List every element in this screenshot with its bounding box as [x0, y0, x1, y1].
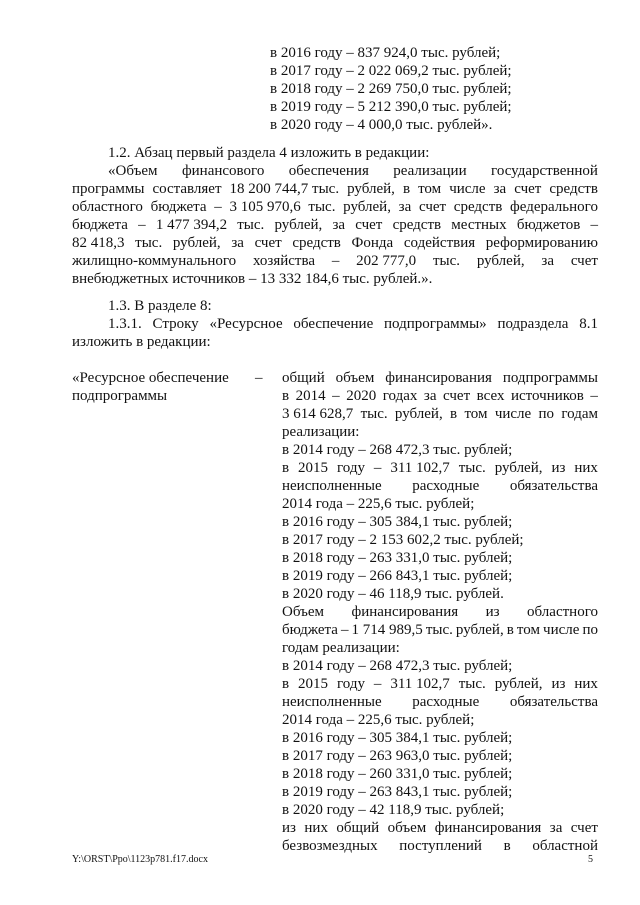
word: «Объем — [108, 163, 158, 179]
word: за — [423, 388, 437, 404]
footer-file-path: Y:\ORST\Ppo\1123p781.f17.docx — [72, 854, 208, 865]
word: счет — [443, 388, 471, 404]
word: счет — [514, 181, 542, 197]
word: за — [549, 820, 563, 836]
word: обеспечения — [288, 163, 369, 179]
word: в — [282, 676, 290, 692]
word: из — [485, 604, 500, 620]
word: них — [574, 676, 598, 692]
word: федерального — [510, 199, 598, 215]
word: 1.3.1. — [108, 316, 142, 332]
word: бюджета — [282, 622, 338, 638]
word: всех — [476, 388, 505, 404]
section-1-3-1-line — [108, 315, 598, 333]
word: подпрограммы — [502, 370, 598, 386]
right-cell-line: 2014 года – 225,6 тыс. рублей; — [282, 712, 475, 728]
word: 1 714 989,5 — [351, 622, 423, 638]
word: счет — [570, 253, 598, 269]
word: тыс. — [425, 622, 453, 638]
word: рублей, — [274, 217, 323, 233]
table-left-cell-line-1: «Ресурсное обеспечение — [72, 370, 229, 386]
word: числе — [543, 622, 580, 638]
word: тыс. — [432, 253, 460, 269]
word: местных — [451, 217, 507, 233]
word: содействия — [403, 235, 476, 251]
word: – — [590, 217, 598, 233]
year-line: в 2016 году – 837 924,0 тыс. рублей; — [270, 45, 501, 61]
word: числе — [494, 406, 532, 422]
word: в — [282, 460, 290, 476]
word: рублей, — [494, 460, 543, 476]
word: Фонда — [351, 235, 394, 251]
word: неисполненные — [282, 694, 382, 710]
word: по — [538, 406, 555, 422]
right-cell-line — [282, 603, 598, 621]
word: тыс. — [237, 217, 265, 233]
paragraph-line — [72, 180, 598, 198]
word: 2020 — [346, 388, 377, 404]
word: общий — [282, 370, 325, 386]
right-cell-line: реализации: — [282, 424, 360, 440]
right-cell-line — [282, 837, 598, 855]
word: областного — [527, 604, 598, 620]
word: рублей, — [476, 253, 525, 269]
word: государственной — [491, 163, 598, 179]
word: счет — [254, 235, 282, 251]
word: средств — [453, 199, 503, 215]
table-left-cell-line-2: подпрограммы — [72, 388, 168, 404]
word: рублей, — [394, 406, 443, 422]
word: программы — [72, 181, 145, 197]
word: за — [493, 181, 507, 197]
word: 202 777,0 — [356, 253, 417, 269]
right-cell-line: в 2019 году – 263 843,1 тыс. рублей; — [282, 784, 513, 800]
word: за — [231, 235, 244, 251]
word: финансового — [181, 163, 265, 179]
word: – — [373, 460, 382, 476]
word: обеспечение — [293, 316, 374, 332]
right-cell-line: в 2014 году – 268 472,3 тыс. рублей; — [282, 442, 513, 458]
right-cell-line: в 2019 году – 266 843,1 тыс. рублей; — [282, 568, 513, 584]
word: том — [418, 181, 442, 197]
right-cell-line — [282, 459, 598, 477]
right-cell-line — [282, 621, 598, 639]
word: обязательства — [509, 478, 598, 494]
paragraph-line — [72, 198, 598, 216]
word: объем — [387, 820, 427, 836]
word: бюджета — [72, 217, 128, 233]
right-cell-line — [282, 369, 598, 387]
word: 1 477 394,2 — [155, 217, 228, 233]
word: финансирования — [385, 370, 492, 386]
right-cell-line: в 2018 году – 260 331,0 тыс. рублей; — [282, 766, 513, 782]
word: счет — [355, 217, 383, 233]
word: тыс. — [458, 676, 486, 692]
right-cell-line: в 2020 году – 46 118,9 тыс. рублей. — [282, 586, 504, 602]
right-cell-line: 2014 года – 225,6 тыс. рублей; — [282, 496, 475, 512]
word: рублей, — [347, 181, 395, 197]
word: составляет — [152, 181, 222, 197]
word: областного — [72, 199, 143, 215]
page-number: 5 — [588, 854, 593, 865]
word: годам — [561, 406, 598, 422]
word: рублей, — [494, 676, 543, 692]
word: 2015 — [298, 676, 329, 692]
word: обязательства — [509, 694, 598, 710]
word: финансирования — [434, 820, 542, 836]
word: рублей, — [455, 622, 504, 638]
word: – — [340, 622, 349, 638]
word: в — [506, 622, 514, 638]
word: – — [214, 199, 222, 215]
word: тыс. — [360, 406, 388, 422]
word: 8.1 — [579, 316, 598, 332]
word: рублей, — [172, 235, 221, 251]
word: 3 105 970,6 — [229, 199, 301, 215]
word: – — [331, 253, 340, 269]
word: годах — [382, 388, 418, 404]
word: рублей, — [343, 199, 391, 215]
right-cell-line: в 2016 году – 305 384,1 тыс. рублей; — [282, 730, 513, 746]
right-cell-line: в 2017 году – 263 963,0 тыс. рублей; — [282, 748, 513, 764]
word: 311 102,7 — [390, 676, 450, 692]
word: объем — [335, 370, 375, 386]
word: подраздела — [497, 316, 569, 332]
paragraph-line — [72, 252, 598, 270]
word: числе — [449, 181, 486, 197]
word: 82 418,3 — [72, 235, 125, 251]
right-cell-line: годам реализации: — [282, 640, 400, 656]
word: финансирования — [351, 604, 459, 620]
paragraph-line — [72, 234, 598, 252]
word: подпрограммы» — [384, 316, 487, 332]
right-cell-line: в 2014 году – 268 472,3 тыс. рублей; — [282, 658, 513, 674]
word: 18 200 744,7 тыс. — [229, 181, 340, 197]
right-cell-line: в 2020 году – 42 118,9 тыс. рублей; — [282, 802, 505, 818]
word: 2014 — [295, 388, 326, 404]
table-dash: – — [255, 370, 263, 386]
word: «Ресурсное — [209, 316, 283, 332]
word: расходные — [412, 694, 480, 710]
word: году — [336, 460, 365, 476]
year-line: в 2017 году – 2 022 069,2 тыс. рублей; — [270, 63, 512, 79]
right-cell-line: в 2016 году – 305 384,1 тыс. рублей; — [282, 514, 513, 530]
word: том — [516, 622, 540, 638]
word: счет — [418, 199, 447, 215]
word: 2015 — [298, 460, 329, 476]
word: в — [402, 181, 411, 197]
word: за — [541, 253, 555, 269]
word: поступлений — [399, 838, 482, 854]
word: – — [138, 217, 146, 233]
right-cell-line — [282, 693, 598, 711]
word: за — [398, 199, 412, 215]
word: областной — [532, 838, 598, 854]
word: расходные — [412, 478, 480, 494]
section-1-3-1-line-2: изложить в редакции: — [72, 334, 211, 350]
word: средств — [549, 181, 598, 197]
word: источников — [511, 388, 584, 404]
word: бюджета — [150, 199, 207, 215]
paragraph-line — [108, 162, 598, 180]
word: 3 614 628,7 — [282, 406, 354, 422]
word: в — [450, 406, 458, 422]
word: по — [582, 622, 598, 638]
word: средств — [392, 217, 442, 233]
word: из — [282, 820, 296, 836]
word: – — [332, 388, 340, 404]
word: тыс. — [308, 199, 336, 215]
word: – — [373, 676, 382, 692]
right-cell-line: в 2017 году – 2 153 602,2 тыс. рублей; — [282, 532, 524, 548]
word: Объем — [282, 604, 324, 620]
right-cell-line — [282, 387, 598, 405]
word: хозяйства — [252, 253, 316, 269]
section-1-3-heading: 1.3. В разделе 8: — [108, 298, 212, 314]
word: тыс. — [458, 460, 486, 476]
word: счет — [570, 820, 598, 836]
word: – — [590, 388, 598, 404]
word: жилищно-коммунального — [72, 253, 237, 269]
word: в — [282, 388, 290, 404]
word: средств — [292, 235, 341, 251]
word: них — [574, 460, 598, 476]
word: реформированию — [485, 235, 598, 251]
paragraph-line — [72, 216, 598, 234]
word: реализации — [393, 163, 467, 179]
word: них — [304, 820, 328, 836]
right-cell-line: в 2018 году – 263 331,0 тыс. рублей; — [282, 550, 513, 566]
word: безвозмездных — [282, 838, 378, 854]
year-line: в 2020 году – 4 000,0 тыс. рублей». — [270, 117, 493, 133]
year-line: в 2019 году – 5 212 390,0 тыс. рублей; — [270, 99, 512, 115]
word: в — [503, 838, 511, 854]
word: году — [336, 676, 365, 692]
paragraph-last-line: внебюджетных источников – 13 332 184,6 тыс. рублей.». — [72, 271, 433, 287]
word: из — [551, 676, 566, 692]
word: бюджетов — [516, 217, 581, 233]
word: неисполненные — [282, 478, 382, 494]
section-1-2-heading: 1.2. Абзац первый раздела 4 изложить в редакции: — [108, 145, 430, 161]
word: общий — [336, 820, 380, 836]
right-cell-line — [282, 819, 598, 837]
right-cell-line — [282, 405, 598, 423]
word: тыс. — [135, 235, 163, 251]
right-cell-line — [282, 675, 598, 693]
word: Строку — [152, 316, 199, 332]
word: из — [551, 460, 566, 476]
year-line: в 2018 году – 2 269 750,0 тыс. рублей; — [270, 81, 512, 97]
word: за — [332, 217, 346, 233]
word: 311 102,7 — [390, 460, 450, 476]
right-cell-line — [282, 477, 598, 495]
word: том — [464, 406, 488, 422]
